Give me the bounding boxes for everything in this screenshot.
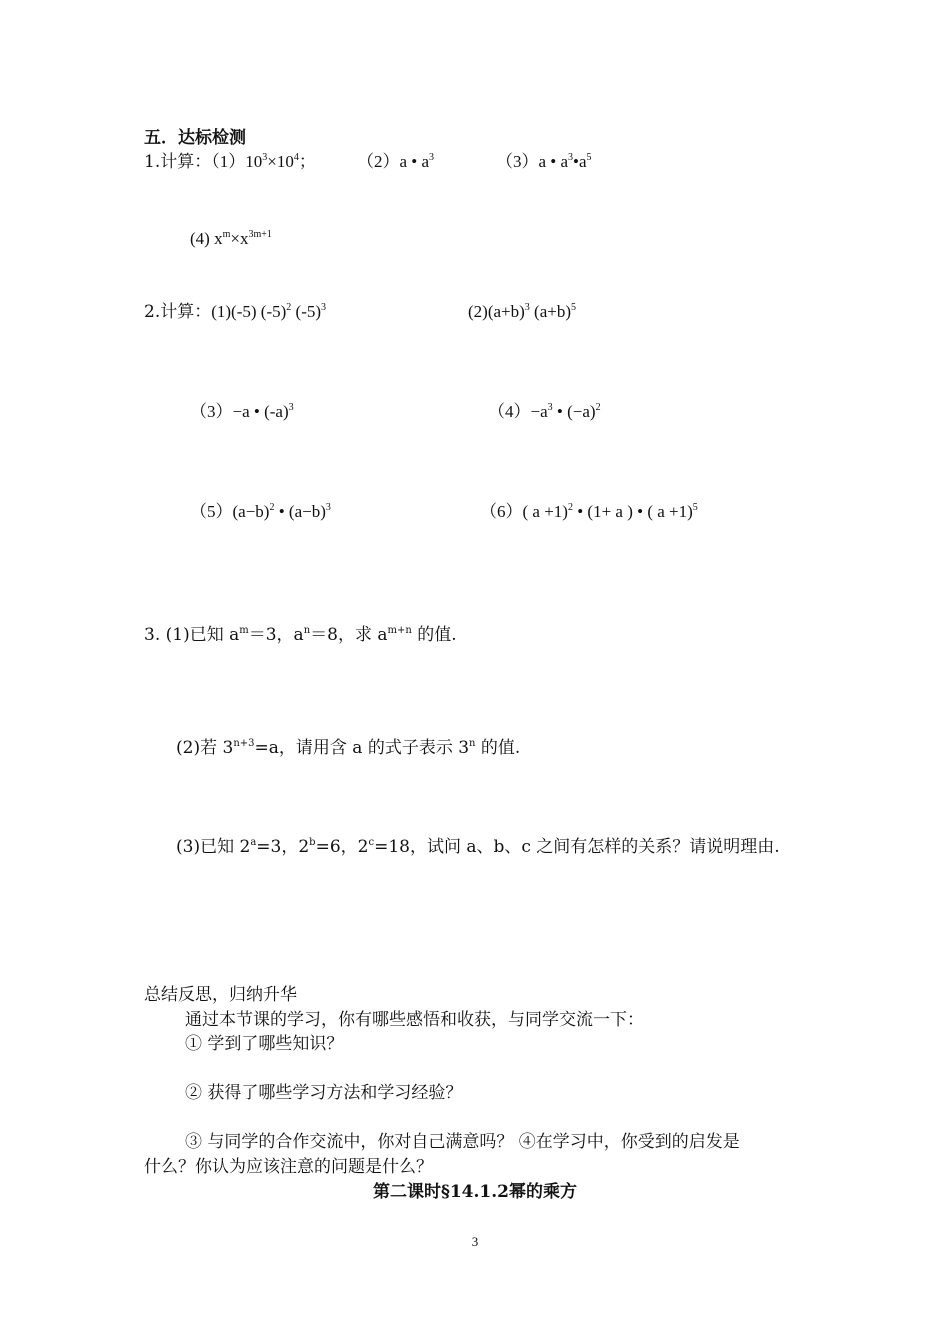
question-1 [144,151,316,173]
question-1-part-3: （3）a • $a^3•a^5$ [496,152,592,171]
page-number: 3 [471,1234,479,1249]
question-3-part-2: (2)若 $3^{n+3}=a$，请用含 a 的式子表示 3$^n$ 的值. [176,738,521,758]
question-2-lead: 2.计算： [144,302,212,322]
question-2-part-5: $(5)(a-b)^2$ • $(a-b)^3$ [190,502,331,521]
question-2-part-4: $(4)-a^3$ • $(-a)^2$ [488,402,601,421]
question-2-part-3: （3）−a • $(-a)^3$ [190,402,294,421]
question-1-part-4: (4) $x^m\times x^{3m+1}$ [190,229,272,248]
summary-title: 总结反思，归纳升华 [144,985,297,1005]
next-lesson-title: 第二课时§14.1.2幂的乘方 [372,1182,578,1202]
section-title: 五．达标检测 [144,128,246,148]
question-2-part-1: (1)(-5) $(-5)^2$ $(-5)^3$ [211,302,327,321]
question-1-part-1: $(1)10^3\times 10^4$； [211,152,316,171]
question-2-part-6: （6）( a +1)$^2$ • (1+ a ) • ( a +1)$^5$ [480,502,698,521]
question-2 [144,301,326,323]
summary-item-2: ② 获得了哪些学习方法和学习经验？ [185,1083,463,1103]
question-2-part-2: $(2)(a+b)^3$ $(a+b)^5$ [468,302,576,321]
summary-item-3-line-1: ③ 与同学的合作交流中，你对自己满意吗？ ④在学习中，你受到的启发是 [185,1132,740,1152]
question-3-part-3: (3)已知 $2^a=3$，$2^b=6$，$2^c=18$，试问 a、b、c 之间有怎样的关系？请说明理由. [176,837,780,857]
summary-item-3-line-2: 什么？你认为应该注意的问题是什么？ [144,1157,433,1177]
question-1-part-2: （2）a • $a^3$ [357,152,435,171]
summary-item-1: ① 学到了哪些知识？ [185,1034,344,1054]
summary-intro: 通过本节课的学习，你有哪些感悟和收获，与同学交流一下： [185,1010,644,1030]
question-1-lead: 1.计算： [144,152,212,172]
question-3-part-1: 3. (1)已知 $a^m=3$，$a^n=8$，求 $a^{m+n}$ 的值. [144,625,457,645]
